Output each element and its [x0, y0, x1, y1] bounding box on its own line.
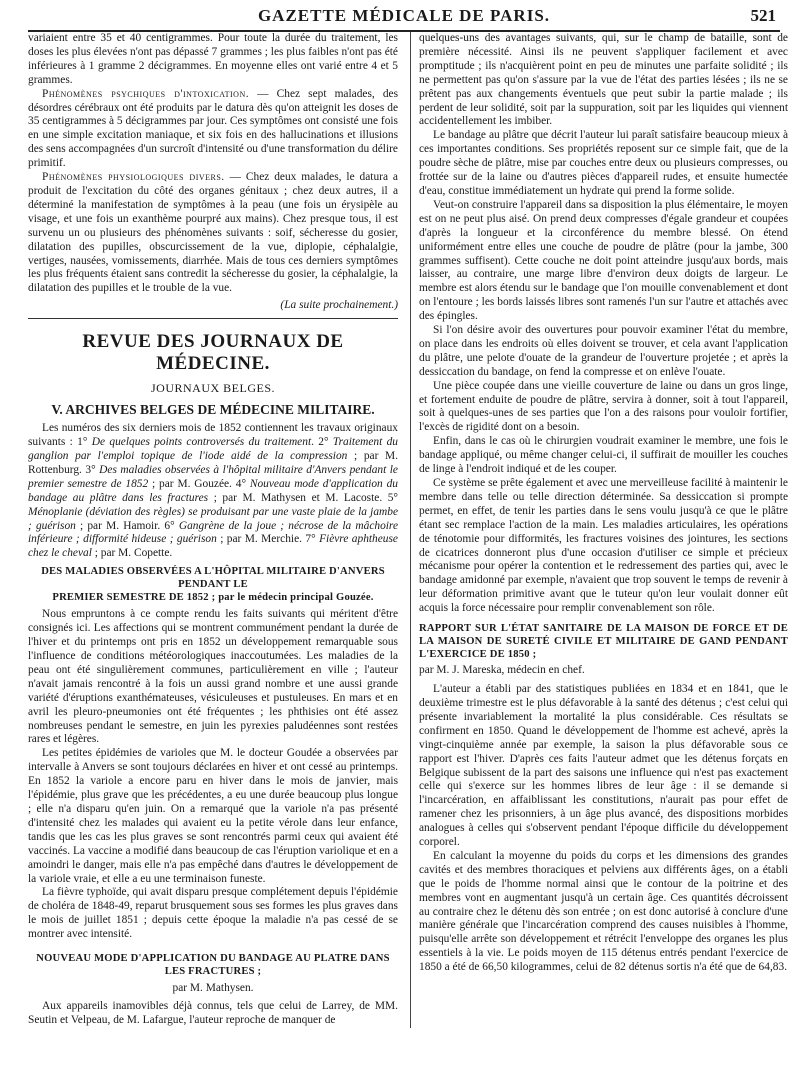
psychic-heading: Phénomènes psychiques d'intoxication.: [42, 87, 250, 100]
article-title-line: PREMIER SEMESTRE DE 1852 ; par le médecin principal Gouzée.: [52, 592, 374, 604]
continuation-note: (La suite prochainement.): [280, 299, 398, 312]
issues-italic: De quelques points controversés du traitement: [91, 436, 312, 449]
article-title-maladies: [28, 565, 398, 604]
paragraph-system: Ce système se prête également et avec une merveilleuse facilité à maintenir le membre dans telle ou telle direction déterminée. Sa dessiccation si prompte permet, en effet, de tenir les parties dans le sens voulu jusqu'à ce que le plâtre étant sec remplace l'action de la main. Les maladies articulaires, les opérations de ténotomie pour difformités, les fractures voisines des jointures, les sections de cicatrices donneront plus d'une occasion d'utiliser ce simple et précieux mécanisme pour opérer la contention et le redressement des parties qui, avec le bandage amidonné par exemple, n'avaient que trop souvent le temps de revenir à leur déformation primitive avant que le tuteur qu'on leur voulait donner eût acquis la force nécessaire pour remplir convenablement son rôle.: [419, 477, 788, 615]
right-column: [410, 32, 788, 1028]
masthead-title: GAZETTE MÉDICALE DE PARIS.: [257, 6, 551, 25]
physiologic-heading: Phénomènes physiologiques divers.: [42, 171, 225, 184]
issues-text: ; par M. Hamoir. 6°: [75, 519, 179, 532]
issues-text: ; par M. Copette.: [91, 547, 173, 560]
paragraph-intro: variaient entre 35 et 40 centigrammes. Pour toute la durée du traitement, les doses les plus élevées n'ont pas dépassé 7 grammes ; les plus faibles n'ont pas été inférieures à 1 gramme 2 décigrammes. En moyenne elles ont varié entre 4 et 5 grammes.: [28, 32, 398, 86]
archives-heading: V. ARCHIVES BELGES DE MÉDECINE MILITAIRE.: [51, 402, 375, 418]
article-title-line: DES MALADIES OBSERVÉES A L'HÔPITAL MILITAIRE D'ANVERS PENDANT LE: [41, 566, 385, 591]
issues-italic: Fièvre aphtheuse chez le cheval: [28, 533, 398, 560]
page-number: 521: [750, 6, 776, 25]
left-column: [28, 32, 398, 1028]
issues-text: ; par M. Gouzée. 4°: [148, 477, 250, 490]
paragraph-maladies-2: Les petites épidémies de varioles que M. le docteur Goudée a observées par intervalle à Anvers se sont toujours déclarées en hiver et ont cessé au printemps. En 1852 la variole a encore paru en hiver dans le mois de janvier, mais l'épidémie, plus grave que les précédentes, a eu une durée beaucoup plus longue ; elle n'a disparu qu'en juin. On a remarqué que la variole n'a pas présenté d'intensité chez les malades qui avaient eu la petite vérole dans leur enfance, tandis que les cas les plus graves se sont rencontrés parmi ceux qui avaient été vaccinés. La vaccine a modifié dans beaucoup de cas l'éruption variolique et en a amoindri le danger, mais elle n'a pas empêché dans d'autres le développement de la variole vraie, et elle a eu une terminaison funeste.: [28, 747, 398, 885]
section-divider: [28, 318, 398, 319]
paragraph-maladies-3: La fièvre typhoïde, qui avait disparu presque complétement depuis l'épidémie de choléra de 1848-49, reparut brusquement sous ses formes les plus graves dans le mois de juillet 1851 ; depuis cette époque la maladie n'a pas cessé de se montrer avec intensité.: [28, 886, 398, 941]
journals-subheading: JOURNAUX BELGES.: [150, 381, 275, 396]
section-title: REVUE DES JOURNAUX DE MÉDECINE.: [82, 331, 344, 375]
paragraph-statistics: L'auteur a établi par des statistiques publiées en 1834 et en 1841, que le deuxième trimestre est le plus défavorable à la santé des détenus ; c'est celui qui présente invariablement la mortalité la plus considérable. Ces résultats se confirment en 1850. Quand le développement de l'homme est achevé, après la vingt-cinquième année par exemple, la saison la plus défavorable sous ce rapport est l'hiver. D'après ces faits l'auteur admet que les détenus forçats en Belgique subissent de la part des saisons une influence qui n'est pas exactement celle qui s'exerce sur les hommes libres de leur âge : il se demande si l'incarcération, en affaiblissant les constitutions, n'aurait pas pour effet de ramener chez les prisonniers, à un âge plus avancé, des dispositions morbides analogues à celles qui s'observent pendant l'époque difficile du développement corporel.: [419, 683, 788, 849]
paragraph-openings: Si l'on désire avoir des ouvertures pour pouvoir examiner l'état du membre, on place dans les endroits où elles doivent se trouver, et cela avant l'application du plâtre, une pelote d'ouate de la grandeur de l'ouverture projetée ; et après la dessiccation du bandage, on fend la compresse et on enlève l'ouate.: [419, 324, 788, 378]
issues-text: ; par M. Mathysen et M. Lacoste. 5°: [208, 491, 398, 504]
psychic-text: — Chez sept malades, des désordres cérébraux ont été produits par le datura dès qu'on atteignit les doses de 35 centigrammes à 5 décigrammes par jour. Ces symptômes ont consisté une fois en une simple excitation maniaque, et six fois en des hallucinations et illusions des sens accompagnées d'un surcroît d'intensité ou d'une transformation du délire primitif.: [28, 87, 398, 170]
issues-italic: Nouveau mode d'application du bandage au plâtre dans les fractures: [28, 477, 398, 504]
issues-italic: Des maladies observées à l'hôpital militaire d'Anvers pendant le premier semestre de 1852: [28, 463, 398, 490]
paragraph-maladies-1: Nous empruntons à ce compte rendu les faits suivants qui méritent d'être consignés ici. Les affections qui se montrent communément pendant la durée de l'hiver et du printemps ont pris en 1852 un développement remarquable sous l'influence de conditions météorologiques inaccoutumées. Les maladies de la peau ont été singulièrement communes, particulièrement en ville ; l'auteur n'avait jamais rencontré à la fois un aussi grand nombre et une aussi grande variété d'éruptions exanthémateuses, vésiculeuses et pustuleuses. En mars et en avril les pleuro-pneumonies ont été fréquentes ; les phthisies ont été assez nombreuses pendant le semestre, en juin les pyrexies paludéennes sont restées rares et légères.: [28, 608, 398, 746]
issues-text: ; par M. Merchie. 7°: [216, 533, 320, 546]
paragraph-examine: Enfin, dans le cas où le chirurgien voudrait examiner le membre, une fois le bandage appliqué, ou même changer celui-ci, il suffirait de mouiller les couches de linge à l'endroit indiqué et de les couper.: [419, 435, 788, 476]
paragraph-plaster: Le bandage au plâtre que décrit l'auteur lui paraît satisfaire beaucoup mieux à ces importantes conditions. Ses propriétés reposent sur ce simple fait, que de la poudre sèche de plâtre, mise par couches entre deux ou plusieurs compresses, ou frottée sur de la laine ou d'autres pièces d'appareil rudes, et ensuite humectée d'eau, constitue immédiatement un hydrate qui prend la forme solide.: [419, 129, 788, 197]
issues-text: . 2°: [311, 436, 333, 449]
paragraph-weights: En calculant la moyenne du poids du corps et les dimensions des grandes cavités et des membres thoraciques et pelviens aux différents âges, on a établi que le poids de l'homme normal ainsi que le contour de la poitrine et des membres vont en augmentant jusqu'à un certain âge. Ces quantités décroissent au contraire chez le détenu dès son entrée ; on est donc autorisé à conclure d'une manière générale que l'incarcération comprend des causes nuisibles à l'homme, puisqu'elle arrête son développement et rétrécit l'enveloppe des organes les plus essentiels à la vie. Le poids moyen de 115 détenus entrés pendant l'exercice de 1850 a été de 66,50 kilogrammes, celui de 82 détenus sortis n'a été que de 64,83.: [419, 849, 788, 974]
columns: [28, 32, 788, 1028]
report-title: RAPPORT SUR L'ÉTAT SANITAIRE DE LA MAISON DE FORCE ET DE LA MAISON DE SURETÉ CIVILE ET MILITAIRE DE GAND PENDANT L'EXERCICE DE 1850 ;: [419, 623, 788, 661]
paragraph-physiologic: [28, 171, 398, 296]
article-title-bandage: NOUVEAU MODE D'APPLICATION DU BANDAGE AU PLATRE DANS LES FRACTURES ;: [36, 953, 390, 978]
page-header: [28, 0, 780, 32]
issues-italic: Traitement du ganglion par l'emploi topique de l'iode aidé de la compression: [28, 436, 398, 463]
paragraph-construction: Veut-on construire l'appareil dans sa disposition la plus élémentaire, le moyen est on ne peut plus aisé. On prend deux compresses d'égale grandeur et coupées d'après la longueur et la circonférence du membre blessé. On étend uniformément entre elles une couche de poudre de plâtre (pour la jambe, 300 grammes suffisent). Cette couche ne doit point atteindre jusqu'aux bords, mais laisser, au contraire, une marge libre d'environ deux doigts de largeur. Le membre est alors étendu sur le bandage que l'on mouille convenablement et dont on l'entoure ; les bords laissés libres sont ramenés l'un sur l'autre et attachés avec des épingles.: [419, 198, 788, 323]
paragraph-blanket: Une pièce coupée dans une vieille couverture de laine ou dans un gros linge, et fortement enduite de poudre de plâtre, servira à donner, soit à tout l'appareil, soit à quelques-unes de ses parties que l'on a des raisons pour vouloir fortifier, l'excès de rigidité dont on a besoin.: [419, 379, 788, 434]
issues-italic: Gangrène de la joue ; nécrose de la mâchoire inférieure ; difformité hideuse ; guérison: [28, 519, 399, 546]
physiologic-text: — Chez deux malades, le datura a produit de l'excitation du côté des organes génitaux ; chez deux autres, il a déterminé la manifestation de symptômes à la peau (une fois un érysipèle au visage, et une fois un exanthème pourpré aux mains). Chez presque tous, il est survenu un ou plusieurs des phénomènes suivants : soif, sécheresse du gosier, dilatation des pupilles, obscurcissement de la vue, diplopie, céphalalgie, vertiges, nausées, vomissements, diarrhée. Mais de tous ces derniers symptômes les plus fréquents étaient sans contredit la sécheresse du gosier, la céphalalgie, la dilatation des pupilles et le trouble de la vue.: [28, 171, 398, 295]
issues-italic: Ménoplanie (déviation des règles) se produisant par une vaste plaie de la jambe ; guérison: [28, 505, 398, 532]
paragraph-advantages: quelques-uns des avantages suivants, qui, sur le champ de bataille, sont de première nécessité. Ainsi ils ne peuvent s'appliquer facilement et avec promptitude ; ils n'acquièrent point en peu de minutes une parfaite solidité ; ils ne permettent pas qu'on s'assure par la vue de l'état des parties lésées ; ils ne se prêtent pas aux changements éventuels que peut subir la partie malade ; ils perdent de leur solidité, soit par la suppuration, soit par les liquides qui viennent accidentellement les imbiber.: [419, 32, 788, 128]
paragraph-bandage-intro: Aux appareils inamovibles déjà connus, tels que celui de Larrey, de MM. Seutin et Velpeau, de M. Lafargue, l'auteur reproche de manquer de: [28, 1000, 398, 1026]
report-byline: par M. J. Mareska, médecin en chef.: [419, 664, 585, 677]
article-byline-bandage: par M. Mathysen.: [172, 982, 254, 995]
issues-text: ; par M. Rottenburg. 3°: [28, 450, 398, 476]
paragraph-psychic: [28, 88, 398, 171]
paragraph-issues-list: [28, 422, 398, 561]
issues-text: Les numéros des six derniers mois de 1852 contiennent les travaux originaux suivants : 1°: [28, 422, 398, 449]
